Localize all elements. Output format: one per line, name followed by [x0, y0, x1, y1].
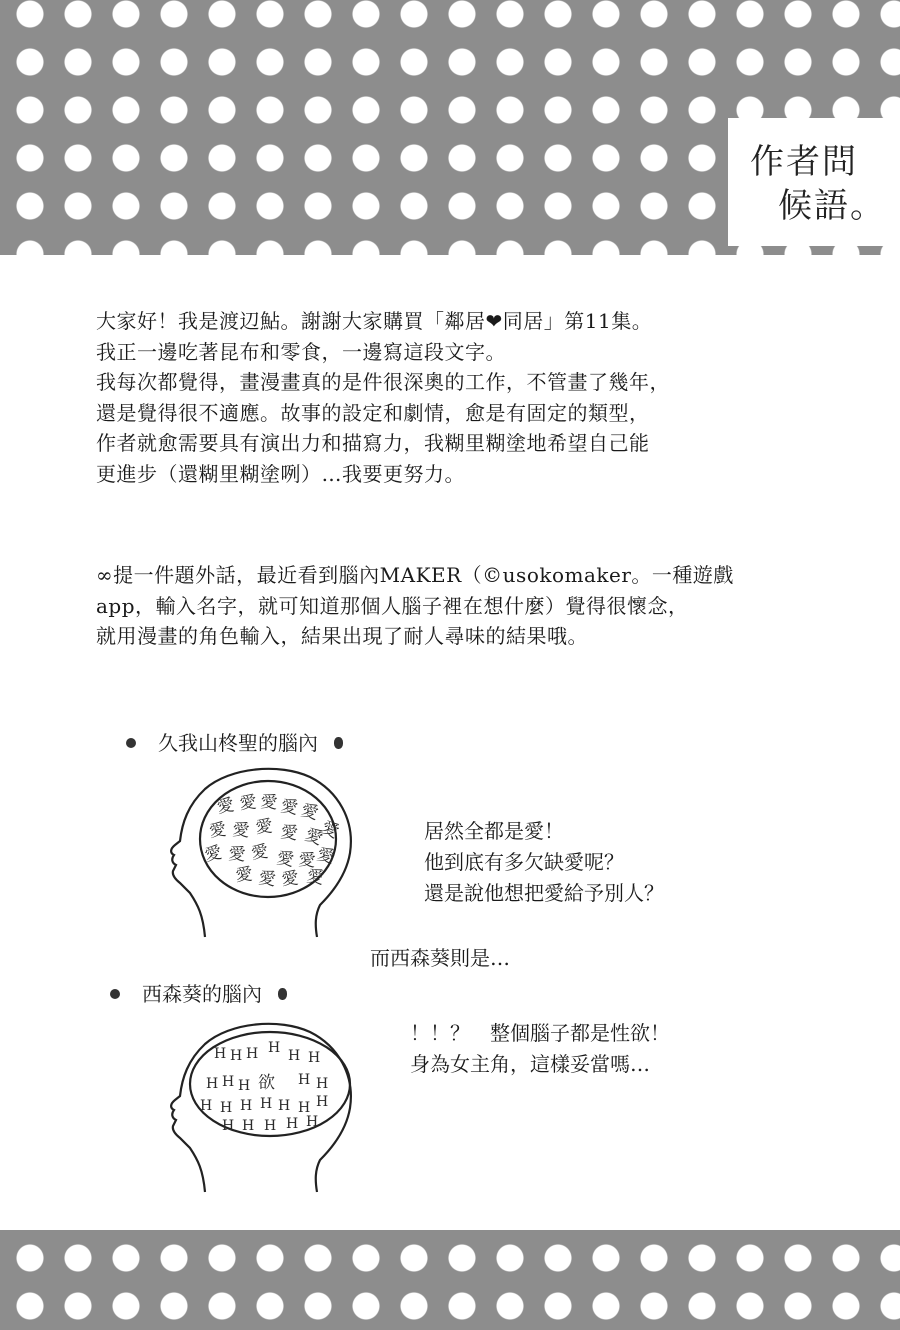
brain-word: H: [308, 1050, 321, 1066]
intro-line: 作者就愈需要具有演出力和描寫力，我糊里糊塗地希望自己能: [96, 431, 650, 455]
brain-word: 愛: [314, 844, 337, 869]
brain-word: H: [298, 1072, 311, 1088]
brain-word: 愛: [231, 820, 251, 842]
page-title-line-2: 候語。: [778, 186, 886, 226]
page-title: [750, 140, 890, 228]
brain-word: H: [238, 1078, 251, 1094]
bullet-dot-icon: [110, 989, 120, 999]
comment-line: 居然全都是愛！: [424, 819, 564, 843]
brain-word: 愛: [275, 848, 296, 871]
brain-words-h: [200, 1040, 328, 1134]
brain-word: 愛: [305, 866, 326, 889]
brain-word: H: [200, 1098, 213, 1114]
aside-paragraph: [96, 560, 856, 652]
brain-word: H: [264, 1118, 277, 1134]
intro-line: 大家好！我是渡辺鮎。謝謝大家購買「鄰居❤同居」第11集。: [96, 309, 653, 333]
brain-word: H: [268, 1040, 281, 1056]
section2-comment: [410, 1018, 670, 1080]
brain-word: 愛: [297, 850, 317, 872]
brain-word: 愛: [257, 868, 277, 891]
brain-word: H: [306, 1114, 319, 1130]
comment-line: ！！？ 整個腦子都是性欲！: [410, 1021, 670, 1045]
brain-word: H: [242, 1118, 255, 1134]
brain-word: H: [222, 1074, 235, 1090]
brain-word: 欲: [258, 1073, 275, 1093]
brain-word: 愛: [207, 819, 228, 842]
brain-word: 愛: [279, 822, 299, 845]
brain-word: 愛: [279, 796, 300, 819]
brain-word: 愛: [227, 844, 247, 866]
head-profile-2-icon: [160, 1020, 360, 1200]
brain-word: 愛: [202, 842, 224, 866]
brain-word: 愛: [298, 800, 321, 825]
brain-word: H: [214, 1046, 227, 1062]
section1-comment: [424, 816, 664, 909]
brain-word: H: [220, 1100, 233, 1116]
bullet-dot-icon: [334, 737, 343, 749]
section1-heading-label: 久我山柊聖的腦內: [158, 731, 318, 755]
transition-text: 而西森葵則是…: [370, 946, 510, 970]
brain-word: H: [286, 1116, 299, 1132]
brain-word: H: [206, 1076, 219, 1092]
aside-line: ∞提一件題外話，最近看到腦內MAKER（©usokomaker。一種遊戲: [96, 563, 734, 587]
brain-word: 愛: [302, 824, 326, 850]
brain-word: H: [240, 1098, 253, 1114]
section2-heading-label: 西森葵的腦內: [142, 982, 262, 1006]
brain-word: H: [316, 1094, 329, 1110]
head-profile-1-icon: [160, 765, 360, 945]
brain-word: 愛: [317, 817, 342, 843]
intro-line: 我正一邊吃著昆布和零食，一邊寫這段文字。: [96, 339, 506, 364]
intro-line: 我每次都覺得，畫漫畫真的是件很深奧的工作，不管畫了幾年，: [96, 370, 670, 394]
bullet-dot-icon: [278, 988, 287, 1000]
page-title-line-1: 作者問: [750, 142, 858, 182]
brain-word: H: [316, 1076, 329, 1092]
brain-word: H: [288, 1048, 301, 1064]
intro-line: 更進步（還糊里糊塗咧）…我要更努力。: [96, 461, 465, 486]
polka-dot-footer-band: [0, 1230, 900, 1330]
intro-paragraph: [96, 306, 856, 489]
aside-line: 就用漫畫的角色輸入，結果出現了耐人尋味的結果哦。: [96, 624, 588, 648]
bullet-dot-icon: [126, 738, 136, 748]
brain-word: H: [246, 1046, 259, 1062]
brain-word: H: [278, 1098, 291, 1114]
comment-line: 他到底有多欠缺愛呢？: [424, 850, 624, 874]
brain-word: 愛: [215, 795, 236, 818]
brain-word: 愛: [259, 792, 279, 814]
comment-line: 身為女主角，這樣妥當嗎…: [410, 1052, 650, 1076]
brain-word: 愛: [280, 868, 300, 890]
brain-word: 愛: [249, 841, 270, 864]
section2-heading: [110, 978, 287, 1007]
brain-word: H: [222, 1118, 235, 1134]
aside-line: app，輸入名字，就可知道那個人腦子裡在想什麼）覺得很懷念，: [96, 593, 689, 618]
brain-word: H: [298, 1100, 311, 1116]
comment-line: 還是說他想把愛給予別人？: [424, 881, 664, 905]
intro-line: 還是覺得很不適應。故事的設定和劇情，愈是有固定的類型，: [96, 400, 650, 425]
section1-heading: [126, 727, 343, 756]
brain-word: 愛: [238, 792, 258, 814]
brain-words-love: [203, 792, 342, 890]
brain-word: H: [230, 1048, 243, 1064]
brain-word: H: [260, 1096, 273, 1112]
brain-word: 愛: [254, 816, 274, 838]
brain-word: 愛: [234, 864, 254, 886]
